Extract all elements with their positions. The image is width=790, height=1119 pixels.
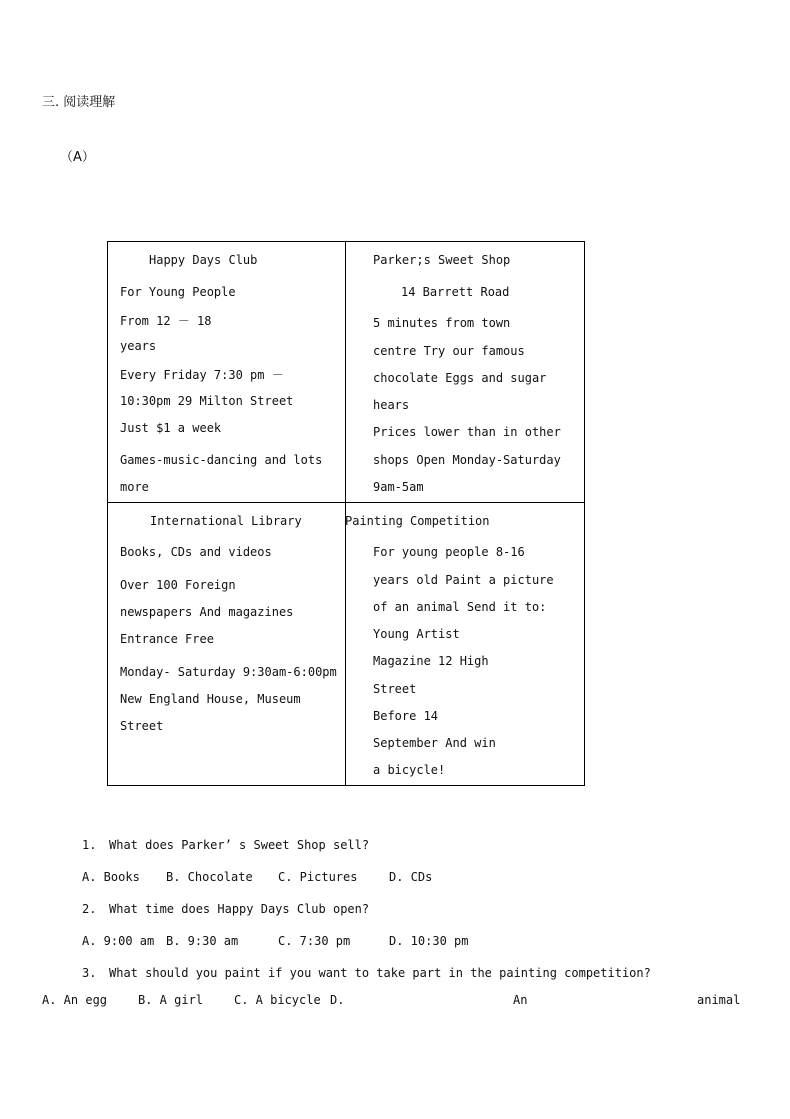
ad-line: a bicycle! — [373, 763, 446, 777]
ad-line: Magazine 12 High — [373, 654, 489, 668]
ad-line: Just $1 a week — [120, 421, 222, 435]
ad-line: shops Open Monday-Saturday — [373, 453, 561, 467]
ad-line: newspapers And magazines — [120, 605, 294, 619]
ad-line: of an animal Send it to: — [373, 600, 547, 614]
ad-line: years old Paint a picture — [373, 573, 554, 587]
option-d-word-1: An — [513, 993, 528, 1007]
option-b[interactable]: B. 9:30 am — [166, 934, 239, 948]
ad-line: Street — [373, 682, 417, 696]
option-d[interactable]: D. 10:30 pm — [389, 934, 469, 948]
ad-line: From 12 － 18 — [120, 314, 212, 328]
option-b[interactable]: B. A girl — [138, 993, 204, 1007]
ad-line: Prices lower than in other — [373, 425, 561, 439]
ad-title: Parker;s Sweet Shop — [373, 253, 511, 267]
ad-line: 5 minutes from town — [373, 316, 511, 330]
ad-line: 9am-5am — [373, 480, 424, 494]
ad-line: more — [120, 480, 149, 494]
ad-line: September And win — [373, 736, 496, 750]
option-d-word-2: animal — [697, 993, 741, 1007]
option-d[interactable]: D. CDs — [389, 870, 433, 884]
ad-line: Young Artist — [373, 627, 460, 641]
ad-line: Entrance Free — [120, 632, 214, 646]
question-number: 2. — [82, 902, 97, 916]
ad-table — [107, 241, 585, 786]
option-d[interactable]: D. — [330, 993, 345, 1007]
ad-line: centre Try our famous — [373, 344, 525, 358]
ad-line: Street — [120, 719, 164, 733]
ad-title: Painting Competition — [345, 514, 490, 528]
ad-line: For Young People — [120, 285, 236, 299]
ad-line: New England House, Museum — [120, 692, 301, 706]
question-text: What does Parker’ s Sweet Shop sell? — [109, 838, 370, 852]
option-c[interactable]: C. A bicycle — [234, 993, 321, 1007]
option-c[interactable]: C. Pictures — [278, 870, 358, 884]
option-c[interactable]: C. 7:30 pm — [278, 934, 351, 948]
ad-line: Over 100 Foreign — [120, 578, 236, 592]
ad-line: Every Friday 7:30 pm － — [120, 368, 284, 382]
table-divider-horizontal — [108, 502, 584, 503]
ad-line: Before 14 — [373, 709, 439, 723]
ad-line: years — [120, 339, 157, 353]
question-number: 1. — [82, 838, 97, 852]
question-number: 3. — [82, 966, 97, 980]
ad-line: chocolate Eggs and sugar — [373, 371, 547, 385]
ad-line: Books, CDs and videos — [120, 545, 272, 559]
option-a[interactable]: A. Books — [82, 870, 140, 884]
section-title: 三. 阅读理解 — [42, 95, 116, 110]
part-label: （A） — [60, 150, 95, 165]
question-text: What should you paint if you want to take part in the painting competition? — [109, 966, 651, 980]
ad-line: Monday- Saturday 9:30am-6:00pm — [120, 665, 337, 679]
ad-line: hears — [373, 398, 410, 412]
option-b[interactable]: B. Chocolate — [166, 870, 253, 884]
ad-line: For young people 8-16 — [373, 545, 525, 559]
ad-address: 14 Barrett Road — [401, 285, 510, 299]
ad-title: International Library — [150, 514, 302, 528]
option-a[interactable]: A. An egg — [42, 993, 108, 1007]
option-a[interactable]: A. 9:00 am — [82, 934, 155, 948]
question-text: What time does Happy Days Club open? — [109, 902, 370, 916]
ad-line: Games-music-dancing and lots — [120, 453, 323, 467]
ad-line: 10:30pm 29 Milton Street — [120, 394, 294, 408]
ad-title: Happy Days Club — [149, 253, 258, 267]
